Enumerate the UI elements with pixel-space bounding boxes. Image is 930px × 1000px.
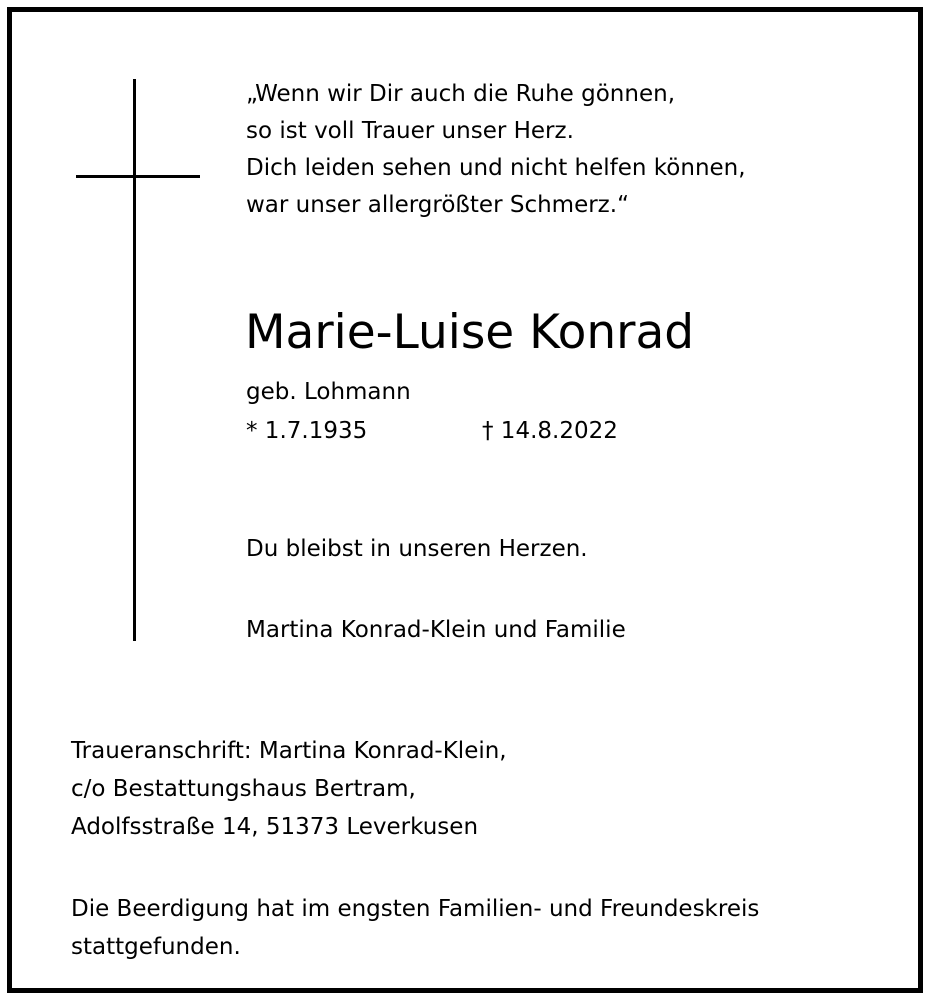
cross-vertical-bar xyxy=(133,79,136,641)
address-line: Adolfsstraße 14, 51373 Leverkusen xyxy=(71,814,479,840)
poem-line: „Wenn wir Dir auch die Ruhe gönnen, xyxy=(246,81,676,107)
life-dates xyxy=(246,412,746,450)
address-line: c/o Bestattungshaus Bertram, xyxy=(71,776,416,802)
remembrance-text: Du bleibst in unseren Herzen. xyxy=(246,536,588,562)
address-line: Traueranschrift: Martina Konrad-Klein, xyxy=(71,738,507,764)
maiden-name: geb. Lohmann xyxy=(246,379,411,405)
funeral-line: stattgefunden. xyxy=(71,934,241,960)
cross-horizontal-bar xyxy=(76,175,200,178)
deceased-name: Marie-Luise Konrad xyxy=(245,305,695,360)
memorial-poem xyxy=(246,76,746,224)
poem-line: so ist voll Trauer unser Herz. xyxy=(246,118,574,144)
funeral-line: Die Beerdigung hat im engsten Familien- und Freundeskreis xyxy=(71,896,760,922)
poem-line: Dich leiden sehen und nicht helfen können, xyxy=(246,155,746,181)
birth-date: * 1.7.1935 xyxy=(246,418,368,444)
funeral-note xyxy=(71,890,759,966)
poem-line: war unser allergrößter Schmerz.“ xyxy=(246,192,629,218)
mourning-address xyxy=(71,732,507,846)
death-date: † 14.8.2022 xyxy=(482,418,618,444)
family-signature: Martina Konrad-Klein und Familie xyxy=(246,617,626,643)
